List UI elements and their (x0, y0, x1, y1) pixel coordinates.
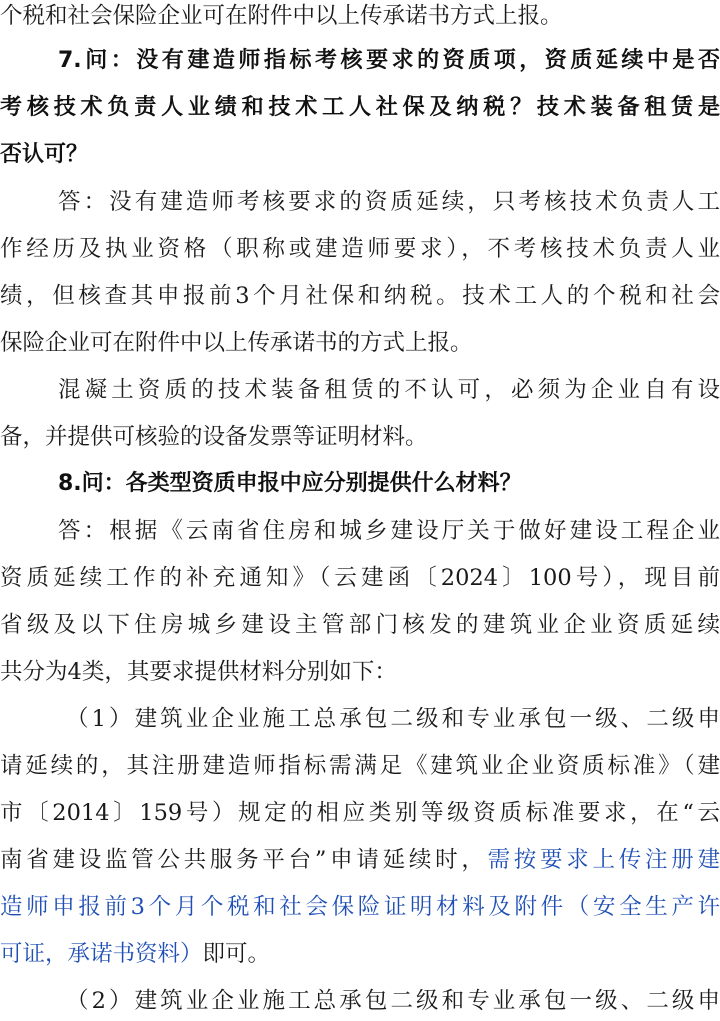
answer-8-line: 资质延续工作的补充通知》（云建函〔2024〕100号），现目前 (0, 565, 720, 591)
item-2-paragraph: （2）建筑业企业施工总承包二级和专业承包一级、二级申 (66, 988, 720, 1014)
item-1-line (0, 840, 720, 880)
item-1-line-end (0, 934, 720, 974)
answer-8-paragraph: 答：根据《云南省住房和城乡建设厅关于做好建设工程企业 (58, 518, 720, 544)
answer-7-equipment-paragraph: 混凝土资质的技术装备租赁的不认可，必须为企业自有设 (58, 377, 720, 403)
item-1-text: 南省建设监管公共服务平台”申请延续时， (0, 847, 488, 873)
answer-8-line: 省级及以下住房城乡建设主管部门核发的建筑业企业资质延续 (0, 612, 720, 638)
question-8-heading: 8.问：各类型资质申报中应分别提供什么材料？ (58, 471, 522, 496)
item-1-paragraph: （1）建筑业企业施工总承包二级和专业承包一级、二级申 (66, 706, 720, 732)
question-7-heading-end: 否认可？ (0, 142, 89, 167)
answer-7-equipment-line: 备，并提供可核验的设备发票等证明材料。 (0, 424, 428, 450)
item-1-text: 即可。 (202, 941, 271, 967)
answer-7-line: 绩，但核查其申报前3个月社保和纳税。技术工人的个税和社会 (0, 283, 720, 309)
question-7-heading: 7.问：没有建造师指标考核要求的资质项，资质延续中是否 (58, 48, 720, 73)
item-1-highlight-text: 需按要求上传注册建 (487, 847, 720, 873)
item-1-highlight-line: 造师申报前3个月个税和社会保险证明材料及附件（安全生产许 (0, 894, 720, 920)
item-1-line: 请延续的，其注册建造师指标需满足《建筑业企业资质标准》（建 (0, 753, 720, 779)
question-7-heading-cont: 考核技术负责人业绩和技术工人社保及纳税？技术装备租赁是 (0, 95, 720, 120)
answer-7-paragraph: 答：没有建造师考核要求的资质延续，只考核技术负责人工 (58, 189, 720, 215)
answer-8-line: 共分为4类，其要求提供材料分别如下： (0, 659, 397, 685)
answer-7-line: 保险企业可在附件中以上传承诺书的方式上报。 (0, 330, 473, 356)
body-text-line: 个税和社会保险企业可在附件中以上传承诺书方式上报。 (0, 3, 563, 29)
item-1-line: 市〔2014〕159号）规定的相应类别等级资质标准要求，在“云 (0, 800, 720, 826)
answer-7-line: 作经历及执业资格（职称或建造师要求），不考核技术负责人业 (0, 236, 720, 262)
item-1-highlight-text: 可证，承诺书资料） (0, 941, 203, 967)
